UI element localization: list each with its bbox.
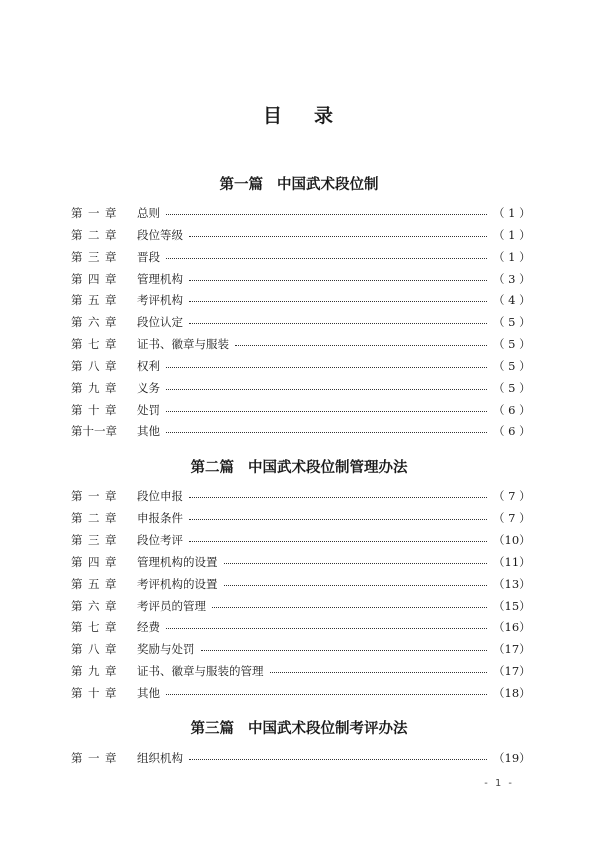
toc-row[interactable]	[71, 553, 531, 571]
chapter-number: 第 五 章	[71, 293, 117, 307]
part-heading-3	[0, 717, 598, 738]
page-ref: （ 7 ）	[493, 489, 531, 503]
dot-leader	[166, 431, 487, 433]
toc-row[interactable]	[71, 618, 531, 636]
dot-leader	[189, 496, 487, 498]
chapter-number: 第 一 章	[71, 751, 117, 765]
dot-leader	[224, 584, 488, 586]
toc-row[interactable]	[71, 531, 531, 549]
dot-leader	[166, 693, 487, 695]
chapter-number: 第 七 章	[71, 337, 117, 351]
page-title-char: 目	[262, 105, 284, 127]
page-ref: （ 7 ）	[493, 511, 531, 525]
part-label: 第一篇	[219, 176, 263, 193]
chapter-number: 第 三 章	[71, 250, 117, 264]
toc-row[interactable]	[71, 662, 531, 680]
page-ref: （19）	[493, 751, 531, 765]
chapter-number: 第 一 章	[71, 489, 117, 503]
chapter-title: 段位考评	[137, 533, 183, 547]
page-ref: （ 6 ）	[493, 424, 531, 438]
page-ref: （10）	[493, 533, 531, 547]
part-label: 第三篇	[190, 720, 234, 737]
toc-row[interactable]	[71, 226, 531, 244]
toc-row[interactable]	[71, 291, 531, 309]
part-name: 中国武术段位制	[277, 176, 379, 193]
chapter-number: 第 十 章	[71, 403, 117, 417]
dot-leader	[189, 235, 487, 237]
chapter-title: 其他	[137, 686, 160, 700]
chapter-number: 第 二 章	[71, 228, 117, 242]
dot-leader	[189, 300, 487, 302]
chapter-title: 段位申报	[137, 489, 183, 503]
page-ref: （ 4 ）	[493, 293, 531, 307]
toc-row[interactable]	[71, 684, 531, 702]
chapter-title: 经费	[137, 620, 160, 634]
chapter-title: 管理机构的设置	[137, 555, 218, 569]
dot-leader	[189, 758, 487, 760]
chapter-title: 证书、徽章与服装	[137, 337, 229, 351]
part-heading-1	[0, 173, 598, 194]
page-number: - 1 -	[483, 778, 514, 789]
toc-row[interactable]	[71, 204, 531, 222]
chapter-title: 组织机构	[137, 751, 183, 765]
page-title	[0, 101, 598, 128]
dot-leader	[166, 213, 487, 215]
toc-row[interactable]	[71, 379, 531, 397]
chapter-title: 权利	[137, 359, 160, 373]
chapter-number: 第 四 章	[71, 555, 117, 569]
chapter-title: 考评机构的设置	[137, 577, 218, 591]
chapter-number: 第 三 章	[71, 533, 117, 547]
toc-row[interactable]	[71, 335, 531, 353]
dot-leader	[270, 671, 488, 673]
chapter-number: 第 四 章	[71, 272, 117, 286]
dot-leader	[189, 540, 487, 542]
chapter-number: 第 七 章	[71, 620, 117, 634]
chapter-title: 考评员的管理	[137, 599, 206, 613]
toc-row[interactable]	[71, 509, 531, 527]
page-ref: （17）	[493, 664, 531, 678]
page-ref: （17）	[493, 642, 531, 656]
toc-row[interactable]	[71, 575, 531, 593]
chapter-title: 考评机构	[137, 293, 183, 307]
chapter-title: 其他	[137, 424, 160, 438]
page-ref: （ 5 ）	[493, 359, 531, 373]
toc-row[interactable]	[71, 313, 531, 331]
chapter-number: 第 九 章	[71, 664, 117, 678]
part-name: 中国武术段位制考评办法	[248, 720, 408, 737]
dot-leader	[189, 518, 487, 520]
toc-row[interactable]	[71, 270, 531, 288]
chapter-number: 第 八 章	[71, 642, 117, 656]
dot-leader	[189, 279, 487, 281]
chapter-number: 第 六 章	[71, 599, 117, 613]
chapter-title: 总则	[137, 206, 160, 220]
dot-leader	[235, 344, 487, 346]
toc-row[interactable]	[71, 248, 531, 266]
dot-leader	[201, 649, 488, 651]
toc-row[interactable]	[71, 401, 531, 419]
page-ref: （11）	[493, 555, 531, 569]
toc-row[interactable]	[71, 422, 531, 440]
chapter-title: 管理机构	[137, 272, 183, 286]
chapter-title: 晋段	[137, 250, 160, 264]
dot-leader	[166, 366, 487, 368]
toc-row[interactable]	[71, 749, 531, 767]
page-ref: （13）	[493, 577, 531, 591]
chapter-title: 义务	[137, 381, 160, 395]
toc-row[interactable]	[71, 357, 531, 375]
chapter-number: 第 二 章	[71, 511, 117, 525]
toc-row[interactable]	[71, 487, 531, 505]
page-ref: （ 5 ）	[493, 315, 531, 329]
page-ref: （16）	[493, 620, 531, 634]
chapter-title: 奖励与处罚	[137, 642, 195, 656]
chapter-title: 处罚	[137, 403, 160, 417]
page-ref: （ 1 ）	[493, 228, 531, 242]
chapter-number: 第 一 章	[71, 206, 117, 220]
chapter-number: 第 八 章	[71, 359, 117, 373]
page-ref: （ 5 ）	[493, 381, 531, 395]
toc-row[interactable]	[71, 597, 531, 615]
dot-leader	[166, 410, 487, 412]
toc-row[interactable]	[71, 640, 531, 658]
dot-leader	[166, 388, 487, 390]
dot-leader	[166, 257, 487, 259]
chapter-title: 证书、徽章与服装的管理	[137, 664, 264, 678]
page-ref: （15）	[493, 599, 531, 613]
page-ref: （ 5 ）	[493, 337, 531, 351]
page-ref: （ 1 ）	[493, 206, 531, 220]
page-ref: （ 3 ）	[493, 272, 531, 286]
chapter-title: 段位认定	[137, 315, 183, 329]
dot-leader	[212, 606, 487, 608]
chapter-title: 段位等级	[137, 228, 183, 242]
chapter-number: 第 六 章	[71, 315, 117, 329]
page-title-char: 录	[314, 105, 336, 127]
part-heading-2	[0, 456, 598, 477]
dot-leader	[224, 562, 488, 564]
chapter-number: 第 九 章	[71, 381, 117, 395]
dot-leader	[166, 627, 487, 629]
part-name: 中国武术段位制管理办法	[248, 459, 408, 476]
page-ref: （ 1 ）	[493, 250, 531, 264]
chapter-number: 第 五 章	[71, 577, 117, 591]
chapter-number: 第 十 章	[71, 686, 117, 700]
part-label: 第二篇	[190, 459, 234, 476]
page-ref: （18）	[493, 686, 531, 700]
dot-leader	[189, 322, 487, 324]
page-ref: （ 6 ）	[493, 403, 531, 417]
chapter-number: 第十一章	[71, 424, 117, 438]
chapter-title: 申报条件	[137, 511, 183, 525]
